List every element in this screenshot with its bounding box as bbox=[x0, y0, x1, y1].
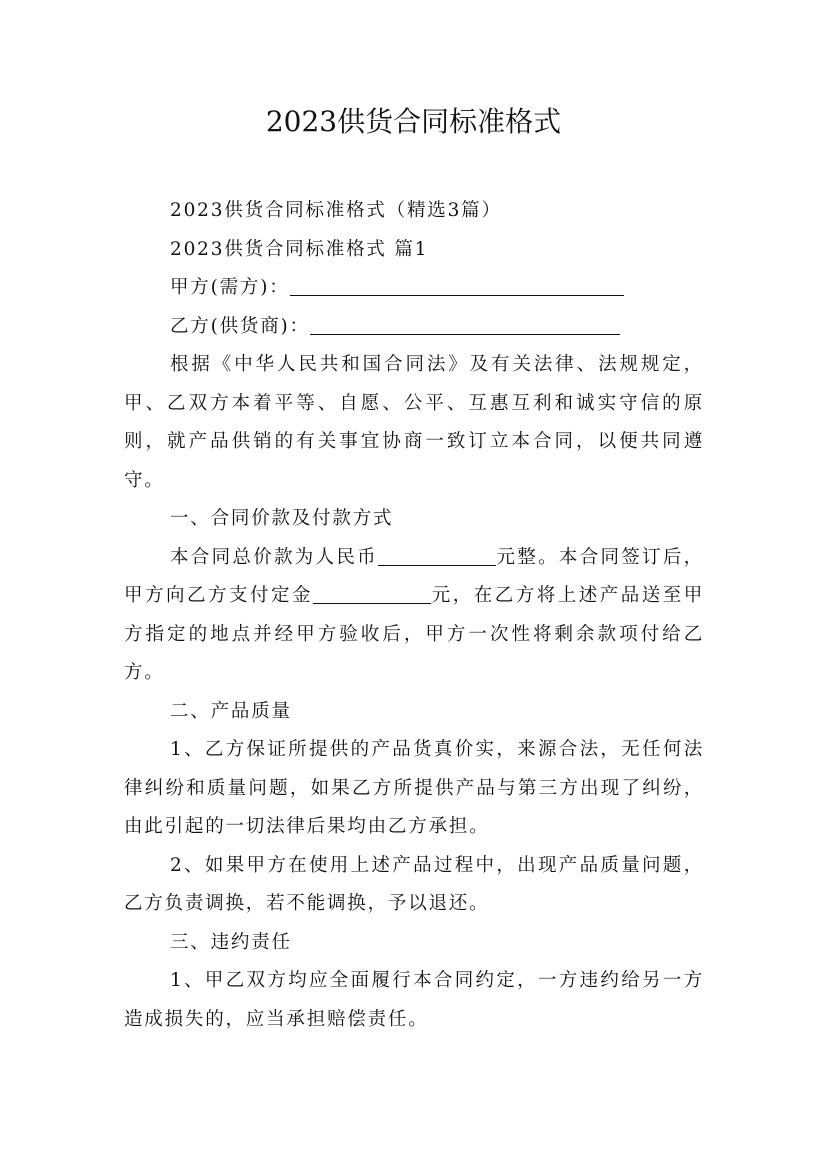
clause3-heading: 三、违约责任 bbox=[170, 931, 292, 953]
document-body bbox=[124, 192, 704, 1039]
party-a-blank bbox=[290, 271, 624, 296]
deposit-blank bbox=[313, 579, 431, 604]
clause1-text-part1: 本合同总价款为人民币 bbox=[170, 546, 378, 568]
clause2-item1: 1、乙方保证所提供的产品货真价实，来源合法，无任何法律纠纷和质量问题，如果乙方所提供产品与第三方出现了纠纷，由此引起的一切法律后果均由乙方承担。 bbox=[124, 739, 704, 837]
clause1-paragraph bbox=[124, 539, 704, 693]
document-title: 2023供货合同标准格式 bbox=[265, 105, 562, 138]
clause2-item2: 2、如果甲方在使用上述产品过程中，出现产品质量问题，乙方负责调换，若不能调换，予以退还。 bbox=[124, 854, 704, 914]
clause1-text-part3: 元，在乙方将上述产品送至甲方指定的地点并经甲方验收后，甲方一次性将剩余款项付给乙方。 bbox=[124, 585, 704, 683]
section-heading: 2023供货合同标准格式 篇1 bbox=[170, 238, 429, 260]
party-b-line bbox=[124, 308, 704, 347]
party-a-label: 甲方(需方)： bbox=[170, 277, 290, 298]
document-subtitle: 2023供货合同标准格式（精选3篇） bbox=[170, 200, 502, 221]
clause1-heading: 一、合同价款及付款方式 bbox=[170, 508, 394, 529]
clause2-heading: 二、产品质量 bbox=[170, 700, 292, 722]
party-b-label: 乙方(供货商)： bbox=[170, 315, 310, 337]
clause1-text-part2: 元整。本合同签订后，甲方向乙方支付定金 bbox=[124, 546, 704, 606]
total-price-blank bbox=[378, 541, 496, 566]
party-a-line bbox=[124, 269, 704, 308]
preamble-paragraph: 根据《中华人民共和国合同法》及有关法律、法规规定，甲、乙双方本着平等、自愿、公平、互惠互利和诚实守信的原则，就产品供销的有关事宜协商一致订立本合同，以便共同遵守。 bbox=[124, 354, 704, 491]
party-b-blank bbox=[310, 310, 620, 335]
clause3-item1: 1、甲乙双方均应全面履行本合同约定，一方违约给另一方造成损失的，应当承担赔偿责任。 bbox=[124, 970, 704, 1030]
